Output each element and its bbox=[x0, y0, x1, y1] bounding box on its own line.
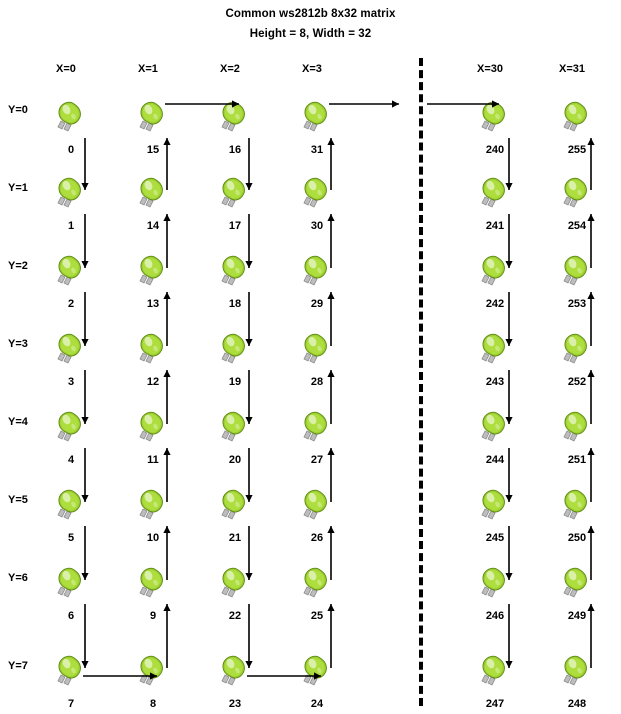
led-index-label: 15 bbox=[146, 144, 160, 156]
led-index-label: 31 bbox=[310, 144, 324, 156]
led-index-label: 18 bbox=[228, 298, 242, 310]
led-index-label: 29 bbox=[310, 298, 324, 310]
led-index-label: 240 bbox=[485, 144, 505, 156]
column-header-x30: X=30 bbox=[477, 63, 503, 75]
led-index-label: 11 bbox=[147, 454, 159, 466]
row-header-y1: Y=1 bbox=[8, 182, 28, 194]
led-index-label: 30 bbox=[310, 220, 324, 232]
led-index-label: 251 bbox=[567, 454, 587, 466]
led-index-label: 4 bbox=[67, 454, 75, 466]
led-index-label: 246 bbox=[485, 610, 505, 622]
led-index-label: 249 bbox=[567, 610, 587, 622]
led-index-label: 21 bbox=[228, 532, 242, 544]
led-index-label: 250 bbox=[567, 532, 587, 544]
led-index-label: 243 bbox=[485, 376, 505, 388]
led-index-label: 24 bbox=[310, 698, 324, 710]
led-index-label: 23 bbox=[228, 698, 242, 710]
led-index-label: 14 bbox=[146, 220, 160, 232]
row-header-y5: Y=5 bbox=[8, 494, 28, 506]
diagram-title: Common ws2812b 8x32 matrix bbox=[225, 8, 396, 20]
led-index-label: 16 bbox=[228, 144, 242, 156]
led-index-label: 242 bbox=[485, 298, 505, 310]
led-index-label: 2 bbox=[67, 298, 75, 310]
led-index-label: 7 bbox=[67, 698, 75, 710]
diagram-subtitle: Height = 8, Width = 32 bbox=[249, 28, 372, 40]
led-index-label: 8 bbox=[149, 698, 157, 710]
led-index-label: 28 bbox=[310, 376, 324, 388]
led-index-label: 22 bbox=[228, 610, 242, 622]
led-index-label: 255 bbox=[567, 144, 587, 156]
led-index-label: 248 bbox=[567, 698, 587, 710]
led-index-label: 26 bbox=[310, 532, 324, 544]
led-index-label: 245 bbox=[485, 532, 505, 544]
row-header-y3: Y=3 bbox=[8, 338, 28, 350]
led-index-label: 9 bbox=[149, 610, 157, 622]
column-header-x2: X=2 bbox=[220, 63, 240, 75]
led-index-label: 17 bbox=[228, 220, 242, 232]
row-header-y4: Y=4 bbox=[8, 416, 28, 428]
led-index-label: 20 bbox=[228, 454, 242, 466]
led-index-label: 247 bbox=[485, 698, 505, 710]
led-index-label: 254 bbox=[567, 220, 587, 232]
row-header-y0: Y=0 bbox=[8, 104, 28, 116]
column-header-x31: X=31 bbox=[559, 63, 585, 75]
row-header-y7: Y=7 bbox=[8, 660, 28, 672]
led-index-label: 12 bbox=[146, 376, 160, 388]
led-index-label: 13 bbox=[146, 298, 160, 310]
led-index-label: 6 bbox=[67, 610, 75, 622]
column-header-x0: X=0 bbox=[56, 63, 76, 75]
led-index-label: 3 bbox=[67, 376, 75, 388]
led-index-label: 10 bbox=[146, 532, 160, 544]
led-index-label: 253 bbox=[567, 298, 587, 310]
row-header-y2: Y=2 bbox=[8, 260, 28, 272]
row-header-y6: Y=6 bbox=[8, 572, 28, 584]
column-header-x3: X=3 bbox=[302, 63, 322, 75]
led-index-label: 241 bbox=[485, 220, 505, 232]
led-index-label: 27 bbox=[310, 454, 324, 466]
led-index-label: 252 bbox=[567, 376, 587, 388]
led-index-label: 5 bbox=[67, 532, 75, 544]
led-index-label: 1 bbox=[67, 220, 75, 232]
led-index-label: 0 bbox=[67, 144, 75, 156]
led-index-label: 25 bbox=[310, 610, 324, 622]
column-header-x1: X=1 bbox=[138, 63, 158, 75]
led-index-label: 244 bbox=[485, 454, 505, 466]
led-index-label: 19 bbox=[228, 376, 242, 388]
